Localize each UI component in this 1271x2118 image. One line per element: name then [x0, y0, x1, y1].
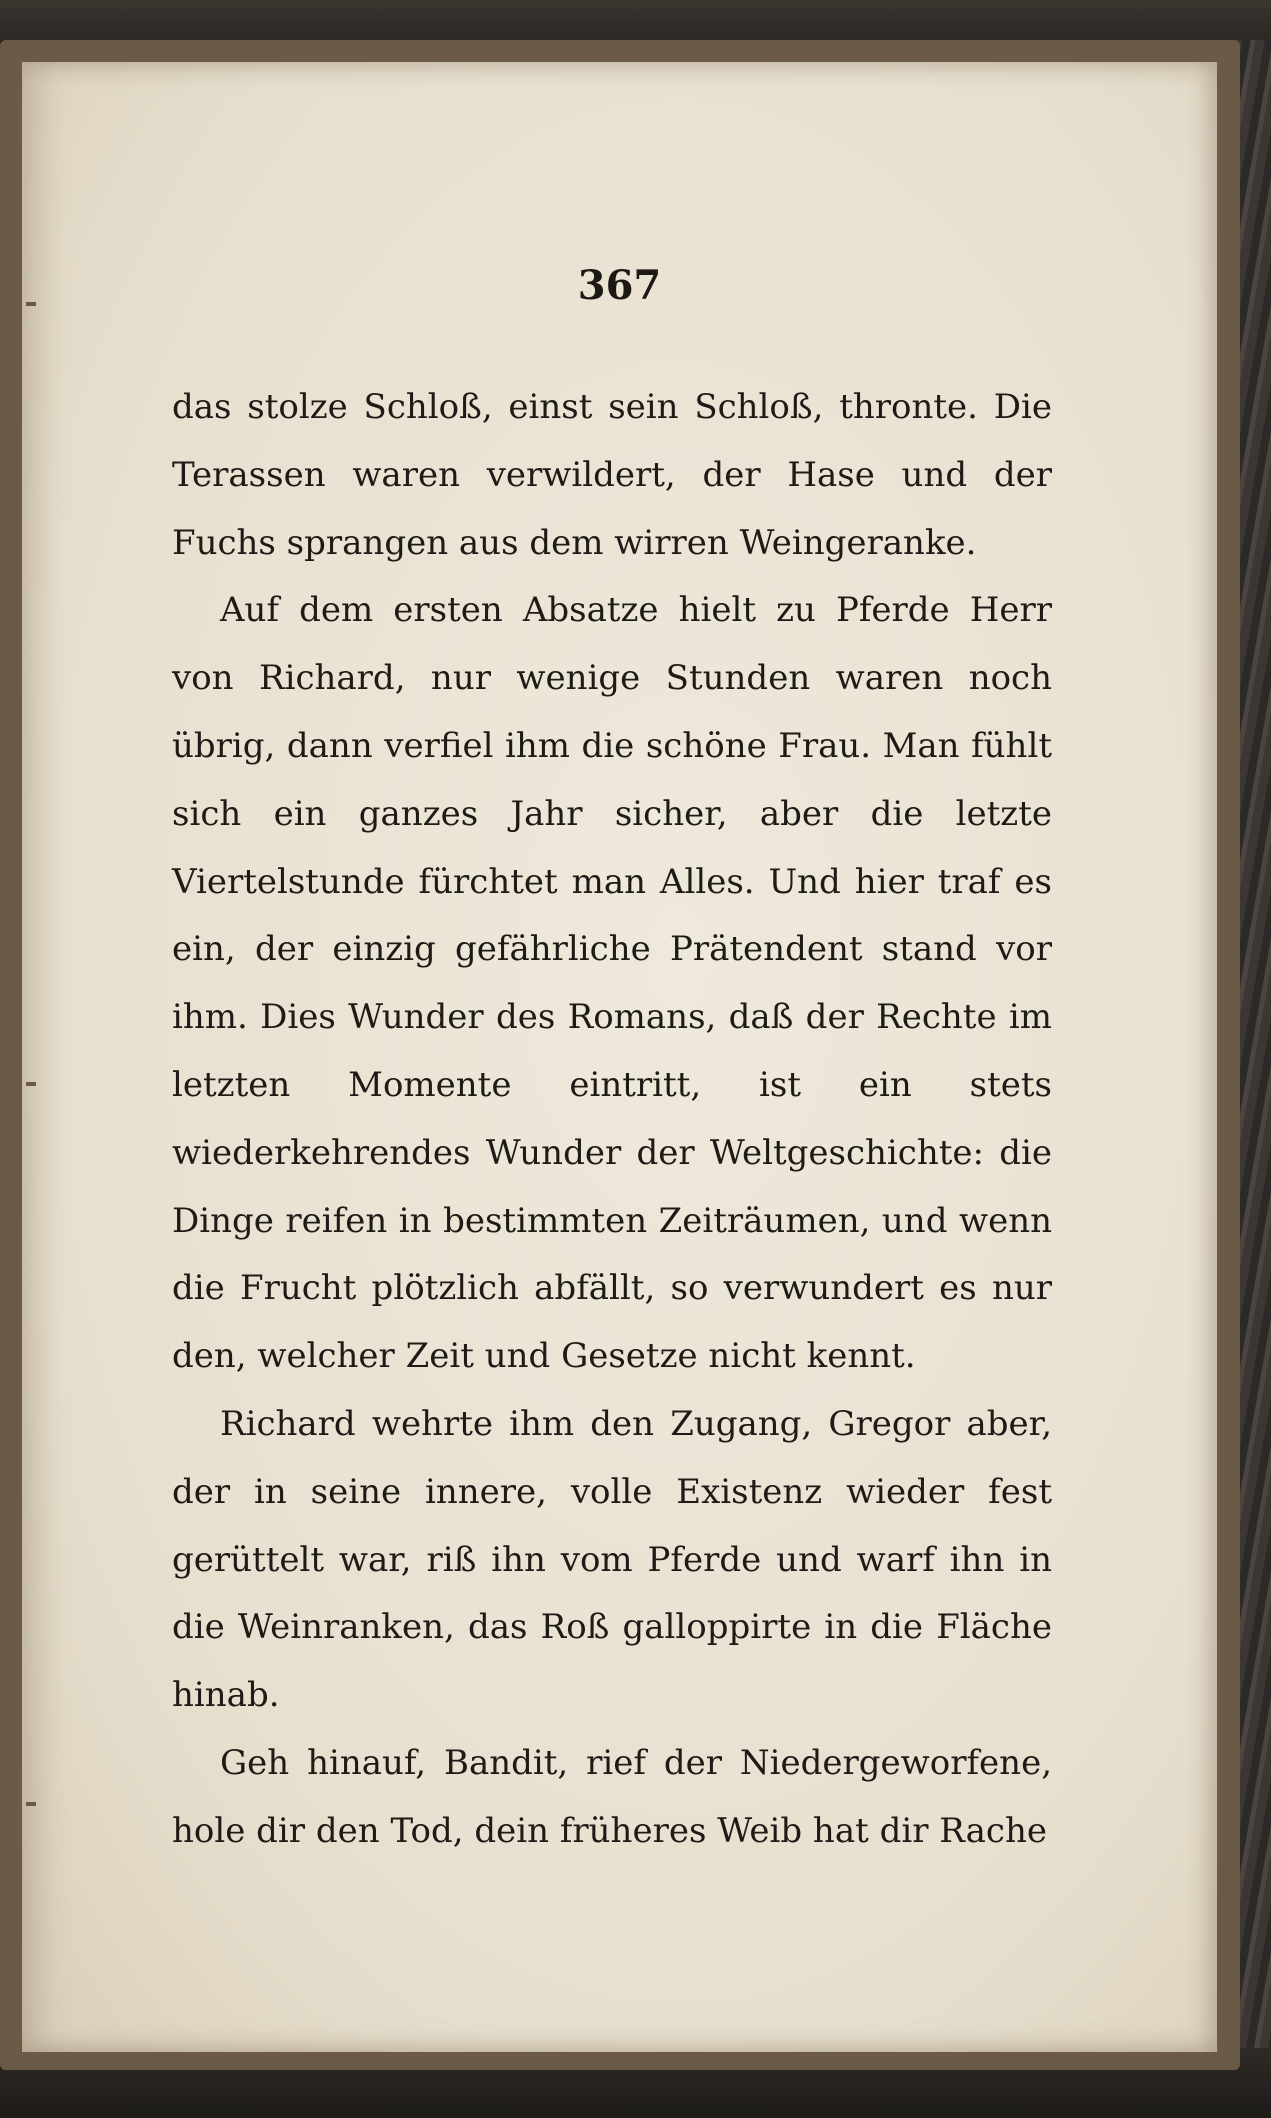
page-number: 367 — [577, 262, 662, 309]
stitch-mark — [26, 1082, 36, 1086]
book-page — [22, 62, 1217, 2052]
body-text — [172, 374, 1052, 1866]
paragraph: Richard wehrte ihm den Zugang, Gregor aber, der in seine innere, volle Existenz wieder fest gerüttelt war, riß ihn vom Pferde und warf ihn in die Weinranken, das Roß galloppirte in die Fläche hinab. — [172, 1403, 1052, 1716]
paragraph: Geh hinauf, Bandit, rief der Niedergeworfene, hole dir den Tod, dein früheres Weib hat dir Rache — [172, 1742, 1052, 1851]
paragraph: das stolze Schloß, einst sein Schloß, thronte. Die Terassen waren verwildert, der Hase und der Fuchs sprangen aus dem wirren Weingeranke. — [172, 387, 1052, 563]
stitching-marks — [24, 302, 44, 2002]
paragraph: Auf dem ersten Absatze hielt zu Pferde Herr von Richard, nur wenige Stunden waren noch übrig, dann verfiel ihm die schöne Frau. Man fühlt sich ein ganzes Jahr sicher, aber die letzte Viertelstunde fürchtet man Alles. Und hier traf es ein, der einzig gefährliche Prätendent stand vor ihm. Dies Wunder des Romans, daß der Rechte im letzten Momente eintritt, ist ein stets wiederkehrendes Wunder der Weltgeschichte: die Dinge reifen in bestimmten Zeiträumen, und wenn die Frucht plötzlich abfällt, so verwundert es nur den, welcher Zeit und Gesetze nicht kennt. — [172, 590, 1052, 1377]
stitch-mark — [26, 1802, 36, 1806]
